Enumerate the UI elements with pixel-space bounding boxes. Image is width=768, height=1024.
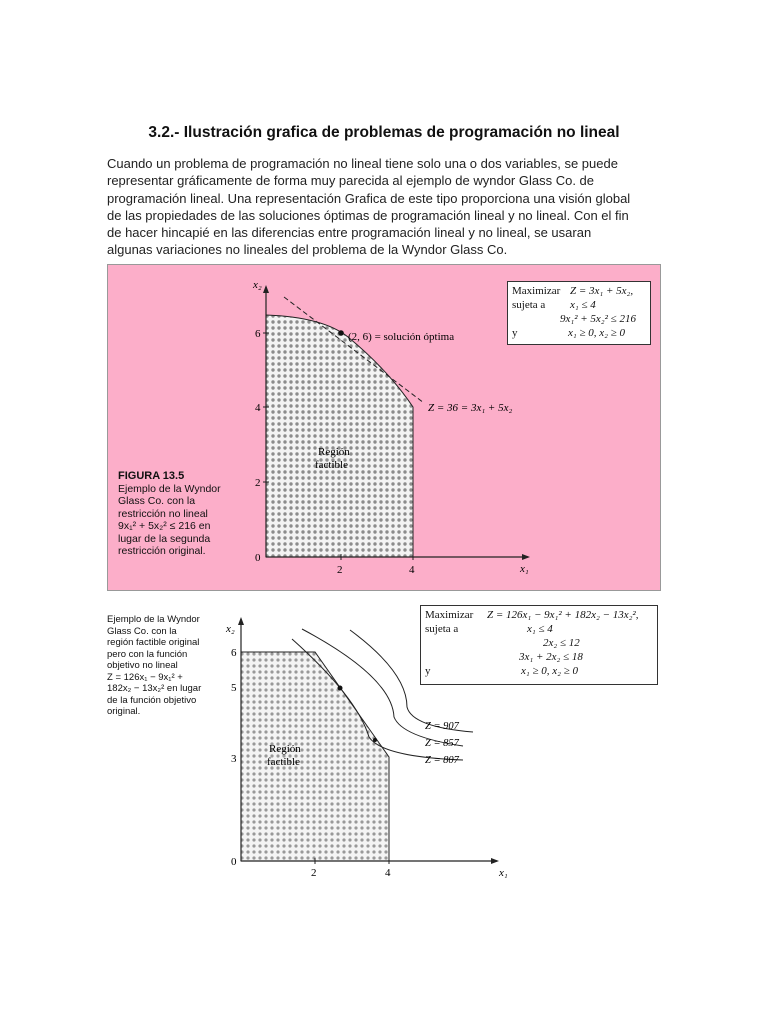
- objective-function: Z = 126x₁ − 9x₁² + 182x₂ − 13x₂²,: [487, 609, 639, 621]
- caption-line: Glass Co. con la: [118, 495, 196, 507]
- x-tick-label: 4: [409, 564, 415, 576]
- z-857-label: Z = 857: [425, 738, 459, 749]
- y-tick-label: 3: [231, 753, 237, 765]
- page-title: 3.2.- Ilustración grafica de problemas de programación no lineal: [148, 124, 620, 141]
- model-box-2: [420, 605, 658, 685]
- figure-13-5: [107, 264, 661, 591]
- caption-line: Z = 126x₁ − 9x₁² +: [107, 671, 183, 683]
- y-tick-label: 2: [255, 477, 261, 489]
- caption-line: objetivo no lineal: [107, 660, 178, 671]
- optimal-solution-label: (2, 6) = solución óptima: [348, 331, 455, 343]
- x-axis-arrow: [491, 858, 499, 864]
- y-tick-label: 0: [231, 856, 237, 868]
- caption-line: 182x₂ − 13x₂² en lugar: [107, 683, 202, 694]
- z-807-label: Z = 807: [425, 755, 459, 766]
- y-tick-label: 6: [231, 647, 237, 659]
- intro-paragraph: [107, 155, 667, 259]
- y-tick-label: 0: [255, 552, 261, 564]
- caption-line: pero con la función: [107, 648, 188, 660]
- model-box-1: [507, 281, 651, 345]
- caption-line: región factible original: [107, 637, 200, 648]
- paragraph-line: de las propiedades de las soluciones óptimas de programación lineal y no lineal. Con el fin: [107, 207, 629, 223]
- feasible-region: [266, 315, 413, 557]
- and-label: y: [425, 665, 431, 677]
- x-axis-label: x₁: [520, 563, 529, 575]
- constraint-3: 3x₁ + 2x₂ ≤ 18: [519, 651, 583, 663]
- y-axis-label: x₂: [226, 623, 235, 635]
- y-tick-label: 5: [231, 682, 237, 694]
- region-label: factible: [315, 459, 348, 471]
- y-axis-arrow: [263, 285, 269, 293]
- y-tick-label: 4: [255, 402, 261, 414]
- region-label: Región: [269, 743, 301, 755]
- nonnegativity: x₁ ≥ 0, x₂ ≥ 0: [568, 327, 625, 339]
- y-axis-label: x₂: [253, 279, 262, 291]
- subject-to-label: sujeta a: [425, 623, 459, 635]
- figure-1-caption: [118, 470, 238, 558]
- x-tick-label: 2: [311, 867, 317, 879]
- constraint-1: x₁ ≤ 4: [527, 623, 553, 635]
- caption-line: 9x₁² + 5x₂² ≤ 216 en: [118, 520, 211, 532]
- and-label: y: [512, 327, 518, 339]
- nonnegativity: x₁ ≥ 0, x₂ ≥ 0: [521, 665, 578, 677]
- caption-line: restricción original.: [118, 545, 206, 557]
- maximize-label: Maximizar: [512, 285, 561, 297]
- optimal-point: [338, 686, 343, 691]
- caption-line: original.: [107, 706, 141, 717]
- z-907-label: Z = 907: [425, 721, 459, 732]
- optimal-point: [338, 330, 344, 336]
- x-tick-label: 4: [385, 867, 391, 879]
- caption-line: restricción no lineal: [118, 507, 208, 520]
- caption-line: de la función objetivo: [107, 694, 197, 706]
- paragraph-line: programación lineal. Una representación Grafica de este tipo proporciona una visión global: [107, 190, 631, 206]
- constraint-2: 9x₁² + 5x₂² ≤ 216: [560, 313, 636, 325]
- x-axis-label: x₁: [499, 867, 508, 879]
- constraint-2: 2x₂ ≤ 12: [543, 637, 580, 649]
- objective-function: Z = 3x₁ + 5x₂,: [570, 285, 634, 297]
- caption-line: Ejemplo de la Wyndor: [118, 482, 221, 495]
- figure-nonlinear-objective: [107, 597, 661, 887]
- subject-to-label: sujeta a: [512, 299, 546, 311]
- caption-line: lugar de la segunda: [118, 532, 211, 545]
- caption-line: Glass Co. con la: [107, 625, 177, 637]
- x-tick-label: 2: [337, 564, 343, 576]
- paragraph-line: representar gráficamente de forma muy parecida al ejemplo de wyndor Glass Co. de: [107, 173, 595, 189]
- caption-line: Ejemplo de la Wyndor: [107, 614, 200, 625]
- figure-2-caption: [107, 614, 227, 718]
- x-axis-arrow: [522, 554, 530, 560]
- feasible-region: [241, 652, 389, 861]
- y-tick-label: 6: [255, 328, 261, 340]
- constraint-1: x₁ ≤ 4: [570, 299, 596, 311]
- y-axis-arrow: [238, 617, 244, 625]
- paragraph-line: algunas variaciones no lineales del problema de la Wyndor Glass Co.: [107, 242, 508, 258]
- tangent-point: [373, 738, 377, 742]
- figure-number: FIGURA 13.5: [118, 470, 185, 482]
- region-label: Región: [318, 446, 350, 458]
- objective-line-label: Z = 36 = 3x₁ + 5x₂: [428, 402, 513, 414]
- paragraph-line: de hacer hincapié en las diferencias entre programación lineal y no lineal, se usaran: [107, 225, 592, 241]
- region-label: factible: [267, 756, 300, 768]
- maximize-label: Maximizar: [425, 609, 474, 621]
- paragraph-line: Cuando un problema de programación no lineal tiene solo una o dos variables, se puede: [107, 156, 618, 171]
